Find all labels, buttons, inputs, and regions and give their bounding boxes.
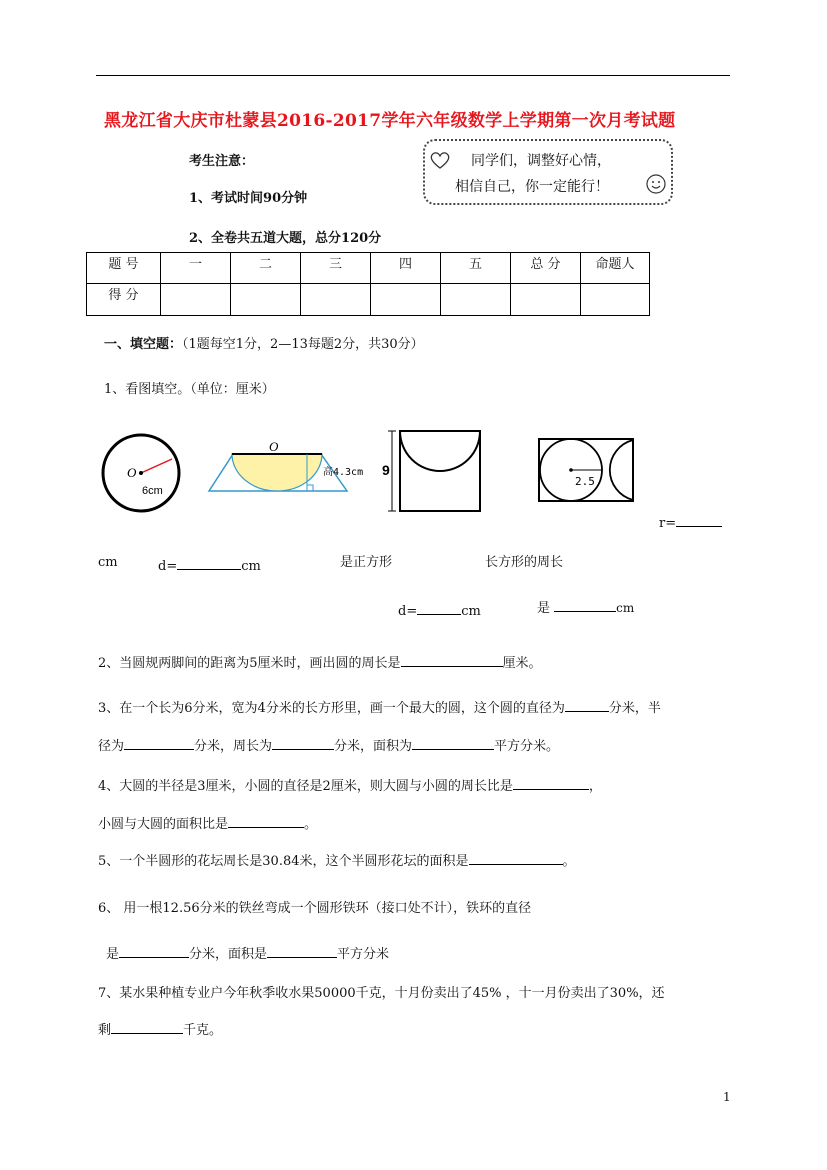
encouragement-line-2: 相信自己，你一定能行！ [455, 179, 609, 195]
header-cell: 命题人 [581, 253, 650, 284]
q3-text: 3、在一个长为6分米，宽为4分米的长方形里，画一个最大的圆，这个圆的直径为 [98, 701, 565, 716]
is-label: 是 [537, 601, 551, 616]
answer-blank[interactable] [124, 735, 194, 750]
page-title: 黑龙江省大庆市杜蒙县2016-2017学年六年级数学上学期第一次月考试题 [104, 111, 676, 131]
score-cell[interactable] [441, 284, 511, 316]
score-cell[interactable] [231, 284, 301, 316]
header-cell: 题 号 [87, 253, 161, 284]
question-6-line-2 [106, 943, 389, 962]
header-cell: 总 分 [511, 253, 581, 284]
q3-text: 分米，面积为 [334, 739, 413, 754]
question-7-line-1: 7、某水果种植专业户今年秋季收水果50000千克，十月份卖出了45% ，十一月份卖出了30%，还 [98, 986, 665, 1001]
answer-blank[interactable] [554, 597, 616, 612]
score-cell[interactable] [161, 284, 231, 316]
answer-blank[interactable] [119, 943, 189, 958]
page-number: 1 [723, 1090, 731, 1104]
header-cell: 二 [231, 253, 301, 284]
figure-rectangle-circles [537, 437, 637, 503]
question-7-line-2 [98, 1019, 222, 1038]
question-5 [98, 850, 576, 869]
q3-text: 平方分米。 [494, 739, 560, 754]
fig1-center-label: O [127, 465, 137, 480]
answer-blank[interactable] [417, 600, 461, 615]
q1-text: 1、看图填空。（单位：厘米） [104, 382, 275, 397]
notice-item-time: 1、考试时间90分钟 [189, 191, 308, 206]
q1-cm-1: cm [98, 555, 118, 570]
q4-text: ， [588, 779, 602, 794]
unit-cm: cm [616, 601, 635, 615]
q4-text: 。 [304, 817, 318, 832]
score-cell[interactable] [301, 284, 371, 316]
answer-blank[interactable] [469, 850, 563, 865]
notice-item-total: 2、全卷共五道大题，总分120分 [189, 231, 382, 246]
unit-cm: cm [461, 604, 481, 619]
q6-text: 平方分米 [337, 947, 390, 962]
encouragement-line-1: 同学们，调整好心情， [471, 153, 611, 169]
d-label: d= [158, 559, 178, 574]
answer-blank[interactable] [401, 652, 503, 667]
q7-text: 千克。 [183, 1023, 223, 1038]
answer-blank[interactable] [412, 735, 494, 750]
question-2 [98, 652, 542, 671]
section-1-heading [104, 333, 424, 352]
q2-unit: 厘米。 [502, 656, 542, 671]
fig2-height-label: 高4.3cm [323, 467, 364, 478]
q1-rect-note: 长方形的周长 [485, 555, 564, 570]
question-6-line-1: 6、 用一根12.56分米的铁丝弯成一个圆形铁环（接口处不计），铁环的直径 [98, 901, 532, 916]
notice-heading: 考生注意： [189, 154, 255, 169]
question-4-line-1 [98, 775, 602, 794]
figure-trapezoid-semicircle [207, 437, 377, 497]
q3-text: 径为 [98, 739, 125, 754]
header-cell: 五 [441, 253, 511, 284]
q1-d-blank-2 [398, 600, 481, 619]
heart-icon [429, 149, 451, 171]
fig3-side-label: 9 [382, 462, 390, 478]
fig4-value-label: 2.5 [575, 475, 595, 488]
section-1-note: （1题每空1分，2—13每题2分，共30分） [182, 337, 424, 352]
question-3-line-1 [98, 697, 661, 716]
q6-text: 分米，面积是 [189, 947, 268, 962]
q1-perimeter-blank [537, 597, 634, 616]
q5-text: 5、一个半圆形的花坛周长是30.84米，这个半圆形花坛的面积是 [98, 854, 469, 869]
q1-square-note: 是正方形 [340, 555, 393, 570]
score-cell[interactable] [511, 284, 581, 316]
answer-blank[interactable] [676, 512, 722, 527]
answer-blank[interactable] [228, 813, 304, 828]
answer-blank[interactable] [267, 943, 337, 958]
q5-text: 。 [562, 854, 576, 869]
smiley-icon [645, 173, 667, 195]
q1-r-blank [659, 512, 722, 531]
answer-blank[interactable] [177, 555, 241, 570]
d-label: d= [398, 604, 418, 619]
q2-text: 2、当圆规两脚间的距离为5厘米时，画出圆的周长是 [98, 656, 401, 671]
q3-text: 分米，半 [608, 701, 661, 716]
q3-text: 分米，周长为 [194, 739, 273, 754]
unit-cm: cm [241, 559, 261, 574]
q4-text: 小圆与大圆的面积比是 [98, 817, 229, 832]
fig1-radius-label: 6cm [142, 485, 163, 497]
header-cell: 一 [161, 253, 231, 284]
score-cell[interactable] [581, 284, 650, 316]
q1-d-blank [158, 555, 261, 574]
header-cell: 三 [301, 253, 371, 284]
answer-blank[interactable] [565, 697, 609, 712]
score-row-label: 得 分 [87, 284, 161, 316]
answer-blank[interactable] [111, 1019, 183, 1034]
figure-circle [100, 432, 182, 514]
question-4-line-2 [98, 813, 317, 832]
q6-text: 是 [106, 947, 120, 962]
answer-blank[interactable] [513, 775, 589, 790]
fig2-center-label: O [269, 439, 279, 454]
r-label: r= [659, 516, 677, 531]
encouragement-box [423, 139, 673, 205]
section-1-label: 一、填空题： [104, 337, 183, 352]
header-cell: 四 [371, 253, 441, 284]
figure-square-semicircle [380, 427, 485, 515]
score-table-score-row [87, 284, 650, 316]
answer-blank[interactable] [272, 735, 334, 750]
score-cell[interactable] [371, 284, 441, 316]
q7-text: 剩 [98, 1023, 112, 1038]
question-3-line-2 [98, 735, 559, 754]
header-rule [96, 75, 730, 76]
score-table-header-row [87, 253, 650, 284]
score-table [86, 252, 650, 316]
q4-text: 4、大圆的半径是3厘米，小圆的直径是2厘米，则大圆与小圆的周长比是 [98, 779, 513, 794]
